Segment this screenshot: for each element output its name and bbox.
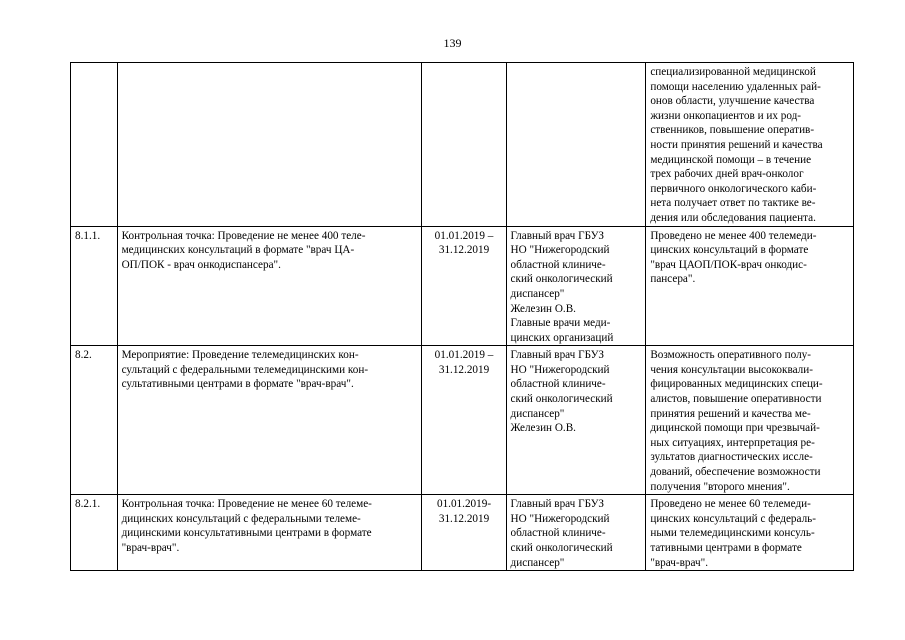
item-result-cell: Проведено не менее 60 телемеди- цинских консультаций с федераль- ными телемедицинскими консуль- тативными центрами в формате "врач-врач".	[646, 495, 854, 571]
plan-table	[70, 62, 854, 571]
item-name-cell	[117, 63, 422, 227]
table-row	[71, 346, 854, 495]
item-result-cell: Проведено не менее 400 телемеди- цинских консультаций в формате "врач ЦАОП/ПОК-врач онкодис- пансера".	[646, 226, 854, 346]
item-responsible-cell	[506, 63, 646, 227]
item-responsible-cell: Главный врач ГБУЗ НО "Нижегородский областной клиниче- ский онкологический диспансер" Железин О.В.	[506, 346, 646, 495]
item-number-cell	[71, 63, 118, 227]
item-number-cell: 8.2.1.	[71, 495, 118, 571]
item-dates-cell: 01.01.2019 – 31.12.2019	[422, 346, 506, 495]
item-dates-cell	[422, 63, 506, 227]
table-row	[71, 226, 854, 346]
item-name-cell: Контрольная точка: Проведение не менее 400 теле- медицинских консультаций в формате "врач ЦА- ОП/ПОК - врач онкодиспансера".	[117, 226, 422, 346]
item-dates-cell: 01.01.2019 – 31.12.2019	[422, 226, 506, 346]
item-number-cell: 8.2.	[71, 346, 118, 495]
page-number: 139	[443, 36, 462, 50]
item-result-cell: специализированной медицинской помощи населению удаленных рай- онов области, улучшение качества жизни онкопациентов и их род- ственников, повышение оператив- ности принятия решений и качества медицинской помощи – в течение трех рабочих дней врач-онколог первичного онкологического каби- нета получает ответ по тактике ве- дения или обследования пациента.	[646, 63, 854, 227]
item-name-cell: Мероприятие: Проведение телемедицинских кон- сультаций с федеральными телемедицинскими кон- сультативными центрами в формате "врач-врач".	[117, 346, 422, 495]
item-result-cell: Возможность оперативного полу- чения консультации высококвали- фицированных медицинских специ- алистов, повышение оперативности принятия решений и качества ме- дицинской помощи при чрезвычай- ных ситуациях, интерпретация ре- зультатов диагностических иссле- дований, обеспечение возможности получения "второго мнения".	[646, 346, 854, 495]
item-dates-cell: 01.01.2019- 31.12.2019	[422, 495, 506, 571]
item-responsible-cell: Главный врач ГБУЗ НО "Нижегородский областной клиниче- ский онкологический диспансер"	[506, 495, 646, 571]
item-number-cell: 8.1.1.	[71, 226, 118, 346]
table-row	[71, 63, 854, 227]
table-row	[71, 495, 854, 571]
item-name-cell: Контрольная точка: Проведение не менее 60 телеме- дицинских консультаций с федеральными телеме- дицинскими консультативными центрами в формате "врач-врач".	[117, 495, 422, 571]
item-responsible-cell: Главный врач ГБУЗ НО "Нижегородский областной клиниче- ский онкологический диспансер" Железин О.В. Главные врачи меди- цинских организаций	[506, 226, 646, 346]
